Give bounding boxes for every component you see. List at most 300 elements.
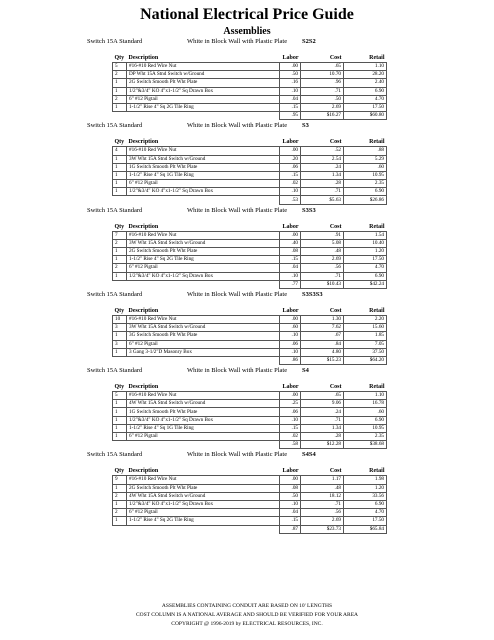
cell-cost: .56 <box>301 264 344 272</box>
column-header-cost: Cost <box>329 307 342 314</box>
cell-qty: 1 <box>113 79 127 87</box>
table-row <box>113 231 387 239</box>
column-header-description: Description <box>128 468 159 475</box>
table-row <box>113 171 387 179</box>
cell-labor: .50 <box>280 71 301 79</box>
cell-labor: .20 <box>280 155 301 163</box>
cell-labor: .50 <box>280 492 301 500</box>
cell-cost: .71 <box>301 272 344 280</box>
cell-qty: 1 <box>113 408 127 416</box>
table-row <box>113 79 387 87</box>
cell-qty: 1 <box>113 416 127 424</box>
table-header-row <box>113 223 387 232</box>
cell-qty: 2 <box>113 509 127 517</box>
cell-description: 3W Wht 15A Stnd Switch w/Ground <box>127 239 280 247</box>
total-retail: $26.86 <box>344 196 387 204</box>
table-row <box>113 63 387 71</box>
cell-labor: .00 <box>280 147 301 155</box>
cell-retail: 17.50 <box>344 103 387 111</box>
cell-qty: 1 <box>113 400 127 408</box>
cell-description: 6" #12 Pigtail <box>127 340 280 348</box>
cell-qty: 1 <box>113 348 127 356</box>
cell-retail: 1.85 <box>344 332 387 340</box>
column-header-description: Description <box>128 139 159 146</box>
total-cost: $15.23 <box>301 356 344 364</box>
column-header-retail: Retail <box>369 468 385 475</box>
table-row <box>113 315 387 323</box>
cell-qty: 1 <box>113 272 127 280</box>
cell-description: #16-#10 Red Wire Nut <box>127 315 280 323</box>
cell-qty: 1 <box>113 424 127 432</box>
cell-qty: 1 <box>113 484 127 492</box>
total-row <box>113 525 387 533</box>
cell-description: 2G Switch Smooth Plt Wht Plate <box>127 484 280 492</box>
cell-description: 2G Switch Smooth Plt Wht Plate <box>127 248 280 256</box>
cell-labor: .02 <box>280 433 301 441</box>
cell-labor: .15 <box>280 424 301 432</box>
plate-description: White in Block Wall with Plastic Plate <box>187 38 288 45</box>
total-retail: $64.20 <box>344 356 387 364</box>
cell-labor: .08 <box>280 484 301 492</box>
table-row <box>113 517 387 525</box>
cell-labor: .15 <box>280 103 301 111</box>
cell-description: 3W Wht 15A Stnd Switch w/Ground <box>127 155 280 163</box>
cell-labor: .04 <box>280 509 301 517</box>
assembly-section <box>0 205 494 289</box>
cell-retail: 10.95 <box>344 424 387 432</box>
table-row <box>113 340 387 348</box>
cell-cost: 18.12 <box>301 492 344 500</box>
assembly-section <box>0 449 494 533</box>
total-row <box>113 441 387 449</box>
cell-retail: 2.20 <box>344 315 387 323</box>
table-row <box>113 416 387 424</box>
cell-cost: .71 <box>301 416 344 424</box>
column-header-labor: Labor <box>282 223 299 230</box>
plate-description: White in Block Wall with Plastic Plate <box>187 290 288 298</box>
cell-cost: .48 <box>301 484 344 492</box>
cell-retail: 6.90 <box>344 500 387 508</box>
cell-labor: .16 <box>280 79 301 87</box>
table-row <box>113 163 387 171</box>
table-row <box>113 392 387 400</box>
cell-retail: 6.90 <box>344 188 387 196</box>
table-row <box>113 239 387 247</box>
cell-cost: 2.69 <box>301 103 344 111</box>
cell-qty: 1 <box>113 180 127 188</box>
cell-retail: 1.20 <box>344 484 387 492</box>
cell-description: DP Wht 15A Stnd Switch w/Ground <box>127 71 280 79</box>
table-row <box>113 400 387 408</box>
cell-retail: .88 <box>344 147 387 155</box>
table-header-row <box>113 467 387 476</box>
cell-labor: .08 <box>280 248 301 256</box>
section-header <box>0 449 494 461</box>
switch-type-label: Switch 15A Standard <box>87 206 143 214</box>
cell-qty: 2 <box>113 95 127 103</box>
cell-description: #16-#10 Red Wire Nut <box>127 63 280 71</box>
assembly-section <box>0 120 494 204</box>
total-labor: .86 <box>280 356 301 364</box>
cell-cost: 2.54 <box>301 155 344 163</box>
column-header-labor: Labor <box>282 139 299 146</box>
column-header-qty: Qty <box>114 384 125 391</box>
cell-retail: 6.90 <box>344 416 387 424</box>
cell-cost: 2.69 <box>301 517 344 525</box>
cell-qty: 5 <box>113 392 127 400</box>
cell-cost: .28 <box>301 180 344 188</box>
cell-labor: .00 <box>280 315 301 323</box>
parts-table <box>112 383 387 449</box>
cell-labor: .10 <box>280 332 301 340</box>
column-header-cost: Cost <box>329 384 342 391</box>
cell-retail: 16.78 <box>344 400 387 408</box>
cell-qty: 1 <box>113 500 127 508</box>
cell-description: 1G Switch Smooth Plt Wht Plate <box>127 163 280 171</box>
column-header-retail: Retail <box>369 384 385 391</box>
cell-retail: 4.70 <box>344 509 387 517</box>
column-header-qty: Qty <box>114 468 125 475</box>
cell-retail: 10.95 <box>344 171 387 179</box>
cell-description: 1/2"&3/4" KO 4"x1-1/2" Sq Drawn Box <box>127 500 280 508</box>
table-row <box>113 408 387 416</box>
cell-labor: .10 <box>280 348 301 356</box>
cell-qty: 1 <box>113 171 127 179</box>
parts-table <box>112 54 387 120</box>
cell-qty: 2 <box>113 264 127 272</box>
assembly-section <box>0 36 494 120</box>
cell-labor: .10 <box>280 188 301 196</box>
cell-cost: 4.80 <box>301 348 344 356</box>
footer-copyright: COPYRIGHT @ 1996-2019 by ELECTRICAL RESOURCES, INC. <box>171 621 323 627</box>
cell-description: 4W Wht 15A Stnd Switch w/Ground <box>127 492 280 500</box>
column-header-qty: Qty <box>114 55 125 61</box>
total-cost: $5.63 <box>301 196 344 204</box>
column-header-description: Description <box>128 55 159 61</box>
cell-description: 2G Switch Smooth Plt Wht Plate <box>127 79 280 87</box>
column-header-labor: Labor <box>282 468 299 475</box>
cell-cost: 7.62 <box>301 324 344 332</box>
table-header-row <box>113 307 387 316</box>
cell-qty: 1 <box>113 188 127 196</box>
cell-description: 1-1/2" Rise 4" Sq 2G Tile Ring <box>127 256 280 264</box>
cell-cost: .56 <box>301 509 344 517</box>
section-header <box>0 289 494 301</box>
cell-description: #16-#10 Red Wire Nut <box>127 392 280 400</box>
column-header-labor: Labor <box>282 55 299 61</box>
assembly-section <box>0 365 494 449</box>
section-header <box>0 365 494 377</box>
footer-note-cost: COST COLUMN IS A NATIONAL AVERAGE AND SHOULD BE VERIFIED FOR YOUR AREA <box>135 612 359 618</box>
cell-qty: 1 <box>113 517 127 525</box>
cell-description: 1-1/2" Rise 4" Sq 2G Tile Ring <box>127 103 280 111</box>
total-labor: .53 <box>280 196 301 204</box>
cell-cost: .65 <box>301 63 344 71</box>
cell-cost: .71 <box>301 188 344 196</box>
cell-qty: 1 <box>113 103 127 111</box>
table-row <box>113 155 387 163</box>
total-cost: $16.27 <box>301 112 344 120</box>
cell-cost: 5.08 <box>301 239 344 247</box>
total-cost: $10.43 <box>301 280 344 288</box>
cell-retail: .60 <box>344 163 387 171</box>
cell-retail: 1.10 <box>344 392 387 400</box>
cell-description: 1-1/2" Rise 4" Sq 1G Tile Ring <box>127 171 280 179</box>
total-cost: $23.73 <box>301 525 344 533</box>
assembly-code: S3S3S3 <box>302 290 323 298</box>
switch-type-label: Switch 15A Standard <box>87 367 143 375</box>
cell-description: 1/2"&3/4" KO 4"x1-1/2" Sq Drawn Box <box>127 272 280 280</box>
cell-cost: .84 <box>301 340 344 348</box>
table-row <box>113 71 387 79</box>
cell-retail: 37.50 <box>344 348 387 356</box>
table-row <box>113 484 387 492</box>
cell-description: 3G Switch Smooth Plt Wht Plate <box>127 332 280 340</box>
cell-labor: .15 <box>280 517 301 525</box>
column-header-description: Description <box>128 307 159 314</box>
column-header-labor: Labor <box>282 307 299 314</box>
total-cost: $12.28 <box>301 441 344 449</box>
column-header-description: Description <box>128 384 159 391</box>
cell-qty: 3 <box>113 324 127 332</box>
table-row <box>113 87 387 95</box>
cell-cost: 1.17 <box>301 476 344 484</box>
cell-qty: 1 <box>113 163 127 171</box>
cell-description: 6" #12 Pigtail <box>127 509 280 517</box>
cell-cost: 10.70 <box>301 71 344 79</box>
cell-qty: 2 <box>113 492 127 500</box>
cell-qty: 1 <box>113 433 127 441</box>
table-row <box>113 509 387 517</box>
cell-description: 6" #12 Pigtail <box>127 264 280 272</box>
cell-qty: 1 <box>113 256 127 264</box>
cell-retail: 28.20 <box>344 71 387 79</box>
column-header-qty: Qty <box>114 223 125 230</box>
column-header-description: Description <box>128 223 159 230</box>
cell-cost: .24 <box>301 163 344 171</box>
assembly-code: S3S3 <box>302 206 316 214</box>
column-header-cost: Cost <box>329 139 342 146</box>
cell-cost: 1.34 <box>301 171 344 179</box>
table-row <box>113 332 387 340</box>
table-row <box>113 95 387 103</box>
cell-labor: .40 <box>280 239 301 247</box>
total-row <box>113 196 387 204</box>
section-header <box>0 120 494 132</box>
table-row <box>113 424 387 432</box>
cell-description: 1-1/2" Rise 4" Sq 1G Tile Ring <box>127 424 280 432</box>
cell-description: #16-#10 Red Wire Nut <box>127 476 280 484</box>
cell-qty: 9 <box>113 476 127 484</box>
total-labor: .87 <box>280 525 301 533</box>
cell-labor: .00 <box>280 476 301 484</box>
cell-retail: 6.90 <box>344 87 387 95</box>
column-header-qty: Qty <box>114 139 125 146</box>
cell-qty: 1 <box>113 332 127 340</box>
cell-qty: 2 <box>113 239 127 247</box>
plate-description: White in Block Wall with Plastic Plate <box>187 367 288 375</box>
cell-retail: 15.60 <box>344 324 387 332</box>
section-header <box>0 36 494 48</box>
cell-qty: 4 <box>113 147 127 155</box>
cell-retail: 17.50 <box>344 256 387 264</box>
cell-retail: 10.40 <box>344 239 387 247</box>
cell-labor: .60 <box>280 324 301 332</box>
table-row <box>113 256 387 264</box>
cell-cost: .50 <box>301 95 344 103</box>
cell-labor: .10 <box>280 272 301 280</box>
parts-table <box>112 467 387 533</box>
cell-description: 1-1/2" Rise 4" Sq 2G Tile Ring <box>127 517 280 525</box>
cell-cost: .91 <box>301 231 344 239</box>
table-row <box>113 500 387 508</box>
total-labor: .95 <box>280 112 301 120</box>
cell-retail: 4.70 <box>344 264 387 272</box>
switch-type-label: Switch 15A Standard <box>87 38 143 45</box>
table-row <box>113 264 387 272</box>
cell-labor: .15 <box>280 171 301 179</box>
cell-description: 6" #12 Pigtail <box>127 180 280 188</box>
table-row <box>113 180 387 188</box>
cell-retail: 4.70 <box>344 95 387 103</box>
cell-qty: 3 <box>113 340 127 348</box>
cell-cost: .52 <box>301 147 344 155</box>
total-row <box>113 280 387 288</box>
cell-cost: .67 <box>301 332 344 340</box>
cell-description: 1/2"&3/4" KO 4"x1-1/2" Sq Drawn Box <box>127 416 280 424</box>
cell-labor: .06 <box>280 163 301 171</box>
total-retail: $60.80 <box>344 112 387 120</box>
table-row <box>113 492 387 500</box>
plate-description: White in Block Wall with Plastic Plate <box>187 451 288 459</box>
table-row <box>113 147 387 155</box>
cell-cost: 2.69 <box>301 256 344 264</box>
cell-description: 6" #12 Pigtail <box>127 433 280 441</box>
cell-qty: 5 <box>113 63 127 71</box>
cell-labor: .04 <box>280 95 301 103</box>
column-header-cost: Cost <box>329 55 342 61</box>
cell-qty: 10 <box>113 315 127 323</box>
cell-labor: .00 <box>280 231 301 239</box>
cell-description: #16-#10 Red Wire Nut <box>127 147 280 155</box>
table-row <box>113 476 387 484</box>
column-header-retail: Retail <box>369 223 385 230</box>
switch-type-label: Switch 15A Standard <box>87 451 143 459</box>
table-header-row <box>113 54 387 63</box>
cell-description: 3 Gang 3-1/2"D Masonry Box <box>127 348 280 356</box>
cell-description: 6" #12 Pigtail <box>127 95 280 103</box>
cell-retail: 17.50 <box>344 517 387 525</box>
cell-retail: 1.98 <box>344 476 387 484</box>
table-row <box>113 272 387 280</box>
cell-labor: .10 <box>280 87 301 95</box>
table-row <box>113 248 387 256</box>
cell-qty: 7 <box>113 231 127 239</box>
cell-retail: 2.40 <box>344 79 387 87</box>
cell-retail: 2.35 <box>344 433 387 441</box>
column-header-retail: Retail <box>369 55 385 61</box>
cell-qty: 1 <box>113 155 127 163</box>
column-header-labor: Labor <box>282 384 299 391</box>
cell-cost: .71 <box>301 500 344 508</box>
cell-retail: 7.05 <box>344 340 387 348</box>
page-title: National Electrical Price Guide <box>140 6 354 23</box>
parts-table <box>112 307 387 365</box>
table-row <box>113 188 387 196</box>
column-header-retail: Retail <box>369 307 385 314</box>
total-labor: .77 <box>280 280 301 288</box>
cell-description: 1G Switch Smooth Plt Wht Plate <box>127 408 280 416</box>
total-retail: $65.84 <box>344 525 387 533</box>
cell-retail: 2.35 <box>344 180 387 188</box>
cell-labor: .10 <box>280 416 301 424</box>
table-header-row <box>113 383 387 392</box>
cell-description: #16-#10 Red Wire Nut <box>127 231 280 239</box>
cell-cost: .24 <box>301 408 344 416</box>
assembly-code: S4 <box>302 367 309 375</box>
total-retail: $42.24 <box>344 280 387 288</box>
cell-cost: 1.34 <box>301 424 344 432</box>
cell-retail: 1.54 <box>344 231 387 239</box>
cell-labor: .00 <box>280 63 301 71</box>
switch-type-label: Switch 15A Standard <box>87 122 143 130</box>
total-retail: $38.68 <box>344 441 387 449</box>
parts-table <box>112 138 387 204</box>
cell-cost: .28 <box>301 433 344 441</box>
column-header-retail: Retail <box>369 139 385 146</box>
cell-retail: 5.29 <box>344 155 387 163</box>
cell-cost: .65 <box>301 392 344 400</box>
section-header <box>0 205 494 217</box>
cell-cost: 9.06 <box>301 400 344 408</box>
cell-qty: 1 <box>113 248 127 256</box>
cell-labor: .00 <box>280 392 301 400</box>
assembly-code: S3 <box>302 122 309 130</box>
cell-retail: 1.10 <box>344 63 387 71</box>
assembly-section <box>0 289 494 365</box>
cell-labor: .15 <box>280 256 301 264</box>
plate-description: White in Block Wall with Plastic Plate <box>187 122 288 130</box>
table-header-row <box>113 138 387 147</box>
plate-description: White in Block Wall with Plastic Plate <box>187 206 288 214</box>
cell-cost: .71 <box>301 87 344 95</box>
table-row <box>113 324 387 332</box>
assembly-code: S2S2 <box>302 38 316 45</box>
column-header-cost: Cost <box>329 223 342 230</box>
cell-description: 3W Wht 15A Stnd Switch w/Ground <box>127 324 280 332</box>
total-row <box>113 356 387 364</box>
cell-description: 4W Wht 15A Stnd Switch w/Ground <box>127 400 280 408</box>
assembly-sections <box>0 36 494 534</box>
switch-type-label: Switch 15A Standard <box>87 290 143 298</box>
cell-labor: .25 <box>280 400 301 408</box>
cell-retail: 33.56 <box>344 492 387 500</box>
cell-retail: 6.90 <box>344 272 387 280</box>
assembly-code: S4S4 <box>302 451 316 459</box>
column-header-cost: Cost <box>329 468 342 475</box>
table-row <box>113 433 387 441</box>
cell-labor: .06 <box>280 408 301 416</box>
cell-labor: .10 <box>280 500 301 508</box>
cell-qty: 1 <box>113 87 127 95</box>
cell-retail: .60 <box>344 408 387 416</box>
total-row <box>113 112 387 120</box>
cell-labor: .02 <box>280 180 301 188</box>
cell-cost: .48 <box>301 248 344 256</box>
cell-labor: .04 <box>280 264 301 272</box>
table-row <box>113 348 387 356</box>
cell-description: 1/2"&3/4" KO 4"x1-1/2" Sq Drawn Box <box>127 188 280 196</box>
